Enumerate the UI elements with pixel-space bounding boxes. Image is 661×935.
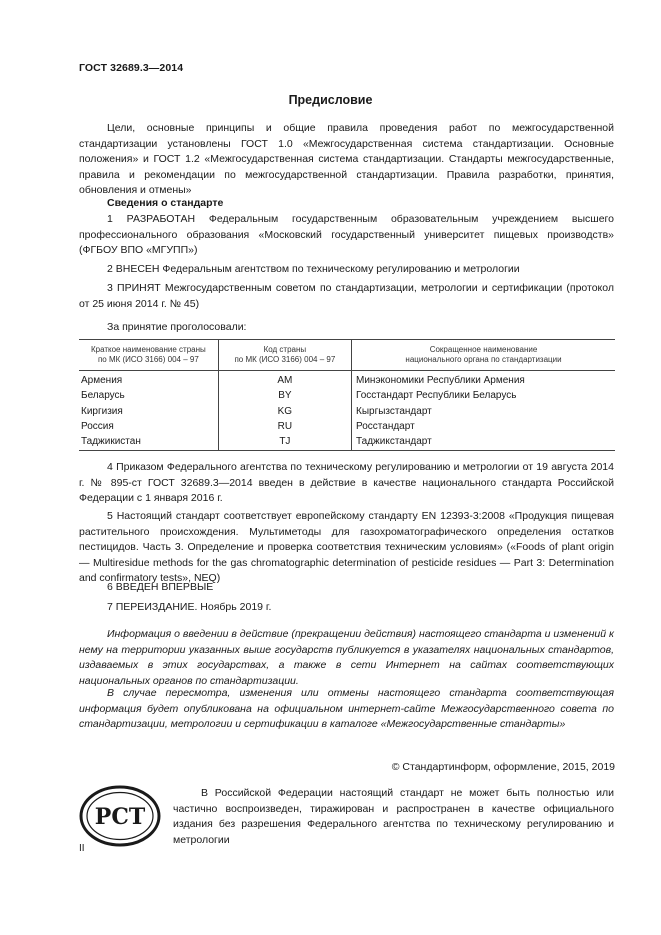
table-cell-body: Госстандарт Республики Беларусь	[356, 390, 517, 402]
page-title: Предисловие	[288, 93, 373, 107]
section-heading: Сведения о стандарте	[107, 197, 224, 209]
item-2-paragraph: 2 ВНЕСЕН Федеральным агентством по техническому регулированию и метрологии	[107, 263, 520, 275]
item-5-paragraph: 5 Настоящий стандарт соответствует европейскому стандарту EN 12393-3:2008 «Продукция пищевая растительного происхождения. Мультиметоды для газохроматографического определения остатков пестицидов. Часть 3. Определение и проверка соответствия техническим условиям» («Foods of plant origin — Multiresidue methods for the gas chromatographic determination of pesticide residues — Part 3: Determination and confirmatory tests», NEQ)	[79, 510, 614, 585]
item-6-paragraph: 6 ВВЕДЕН ВПЕРВЫЕ	[107, 581, 214, 593]
table-row	[79, 419, 615, 434]
table-cell-code: AM	[218, 371, 351, 389]
table-cell-code: BY	[218, 388, 351, 403]
table-cell-body: Минэкономики Республики Армения	[356, 375, 525, 386]
table-cell-country: Беларусь	[79, 388, 218, 403]
voting-table	[79, 339, 615, 451]
intro-paragraph: Цели, основные принципы и общие правила проведения работ по межгосударственной стандартизации установлены ГОСТ 1.0 «Межгосударственная система стандартизации. Основные положения» и ГОСТ 1.2 «Межгосударственная система стандартизации. Стандарты межгосударственные, правила и рекомендации по межгосударственной стандартизации. Правила разработки, принятия, обновления и отмены»	[79, 122, 614, 197]
item-3-paragraph: 3 ПРИНЯТ Межгосударственным советом по стандартизации, метрологии и сертификации (протокол от 25 июня 2014 г. № 45)	[79, 282, 614, 310]
document-id: ГОСТ 32689.3—2014	[79, 62, 184, 74]
table-cell-body: Кыргызстандарт	[356, 405, 432, 417]
reproduction-notice: В Российской Федерации настоящий стандарт не может быть полностью или частично воспроизведен, тиражирован и распространен в качестве официального издания без разрешения Федерального агентства по техническому регулированию и метрологии	[173, 787, 614, 846]
rst-logo-icon	[79, 785, 161, 847]
table-cell-country: Киргизия	[79, 404, 218, 419]
table-cell-body: Росстандарт	[356, 420, 415, 432]
table-cell-code: TJ	[218, 434, 351, 451]
item-4-paragraph: 4 Приказом Федерального агентства по техническому регулированию и метрологии от 19 августа 2014 г. № 895-ст ГОСТ 32689.3—2014 введен в действие в качестве национального стандарта Российской Федерации с 1 января 2016 г.	[79, 461, 614, 505]
page-number: II	[79, 843, 85, 854]
table-row	[79, 388, 615, 403]
table-cell-country: Россия	[79, 419, 218, 434]
table-header-code: Код страны по МК (ИСО 3166) 004 – 97	[218, 340, 351, 371]
table-header-country: Краткое наименование страны по МК (ИСО 3166) 004 – 97	[79, 340, 218, 371]
copyright-line: © Стандартинформ, оформление, 2015, 2019	[391, 761, 615, 773]
table-header-row	[79, 340, 615, 371]
table-cell-code: RU	[218, 419, 351, 434]
table-row	[79, 434, 615, 451]
table-header-body: Сокращенное наименование национального органа по стандартизации	[352, 340, 616, 371]
note-revision-info: В случае пересмотра, изменения или отмены настоящего стандарта соответствующая информация будет опубликована на официальном интернет-сайте Межгосударственного совета по стандартизации, метрологии и сертификации в каталоге «Межгосударственные стандарты»	[79, 687, 614, 731]
logo-lettering: РСТ	[94, 804, 146, 830]
table-cell-body: Таджикстандарт	[352, 434, 616, 451]
table-cell-country: Армения	[79, 371, 218, 389]
item-1-paragraph: 1 РАЗРАБОТАН Федеральным государственным образовательным учреждением высшего профессионального образования «Московский государственный университет пищевых производств» (ФГБОУ ВПО «МГУПП»)	[79, 213, 614, 257]
note-introduction-info: Информация о введении в действие (прекращении действия) настоящего стандарта и изменений к нему на территории указанных выше государств публикуется в указателях национальных стандартов, издаваемых в этих государствах, а также в сети Интернет на сайтах соответствующих национальных органов по стандартизации.	[79, 628, 614, 687]
table-row	[79, 404, 615, 419]
table-cell-code: KG	[218, 404, 351, 419]
item-7-paragraph: 7 ПЕРЕИЗДАНИЕ. Ноябрь 2019 г.	[107, 601, 272, 613]
voted-label: За принятие проголосовали:	[107, 321, 247, 333]
table-cell-country: Таджикистан	[79, 434, 218, 451]
table-row	[79, 371, 615, 389]
